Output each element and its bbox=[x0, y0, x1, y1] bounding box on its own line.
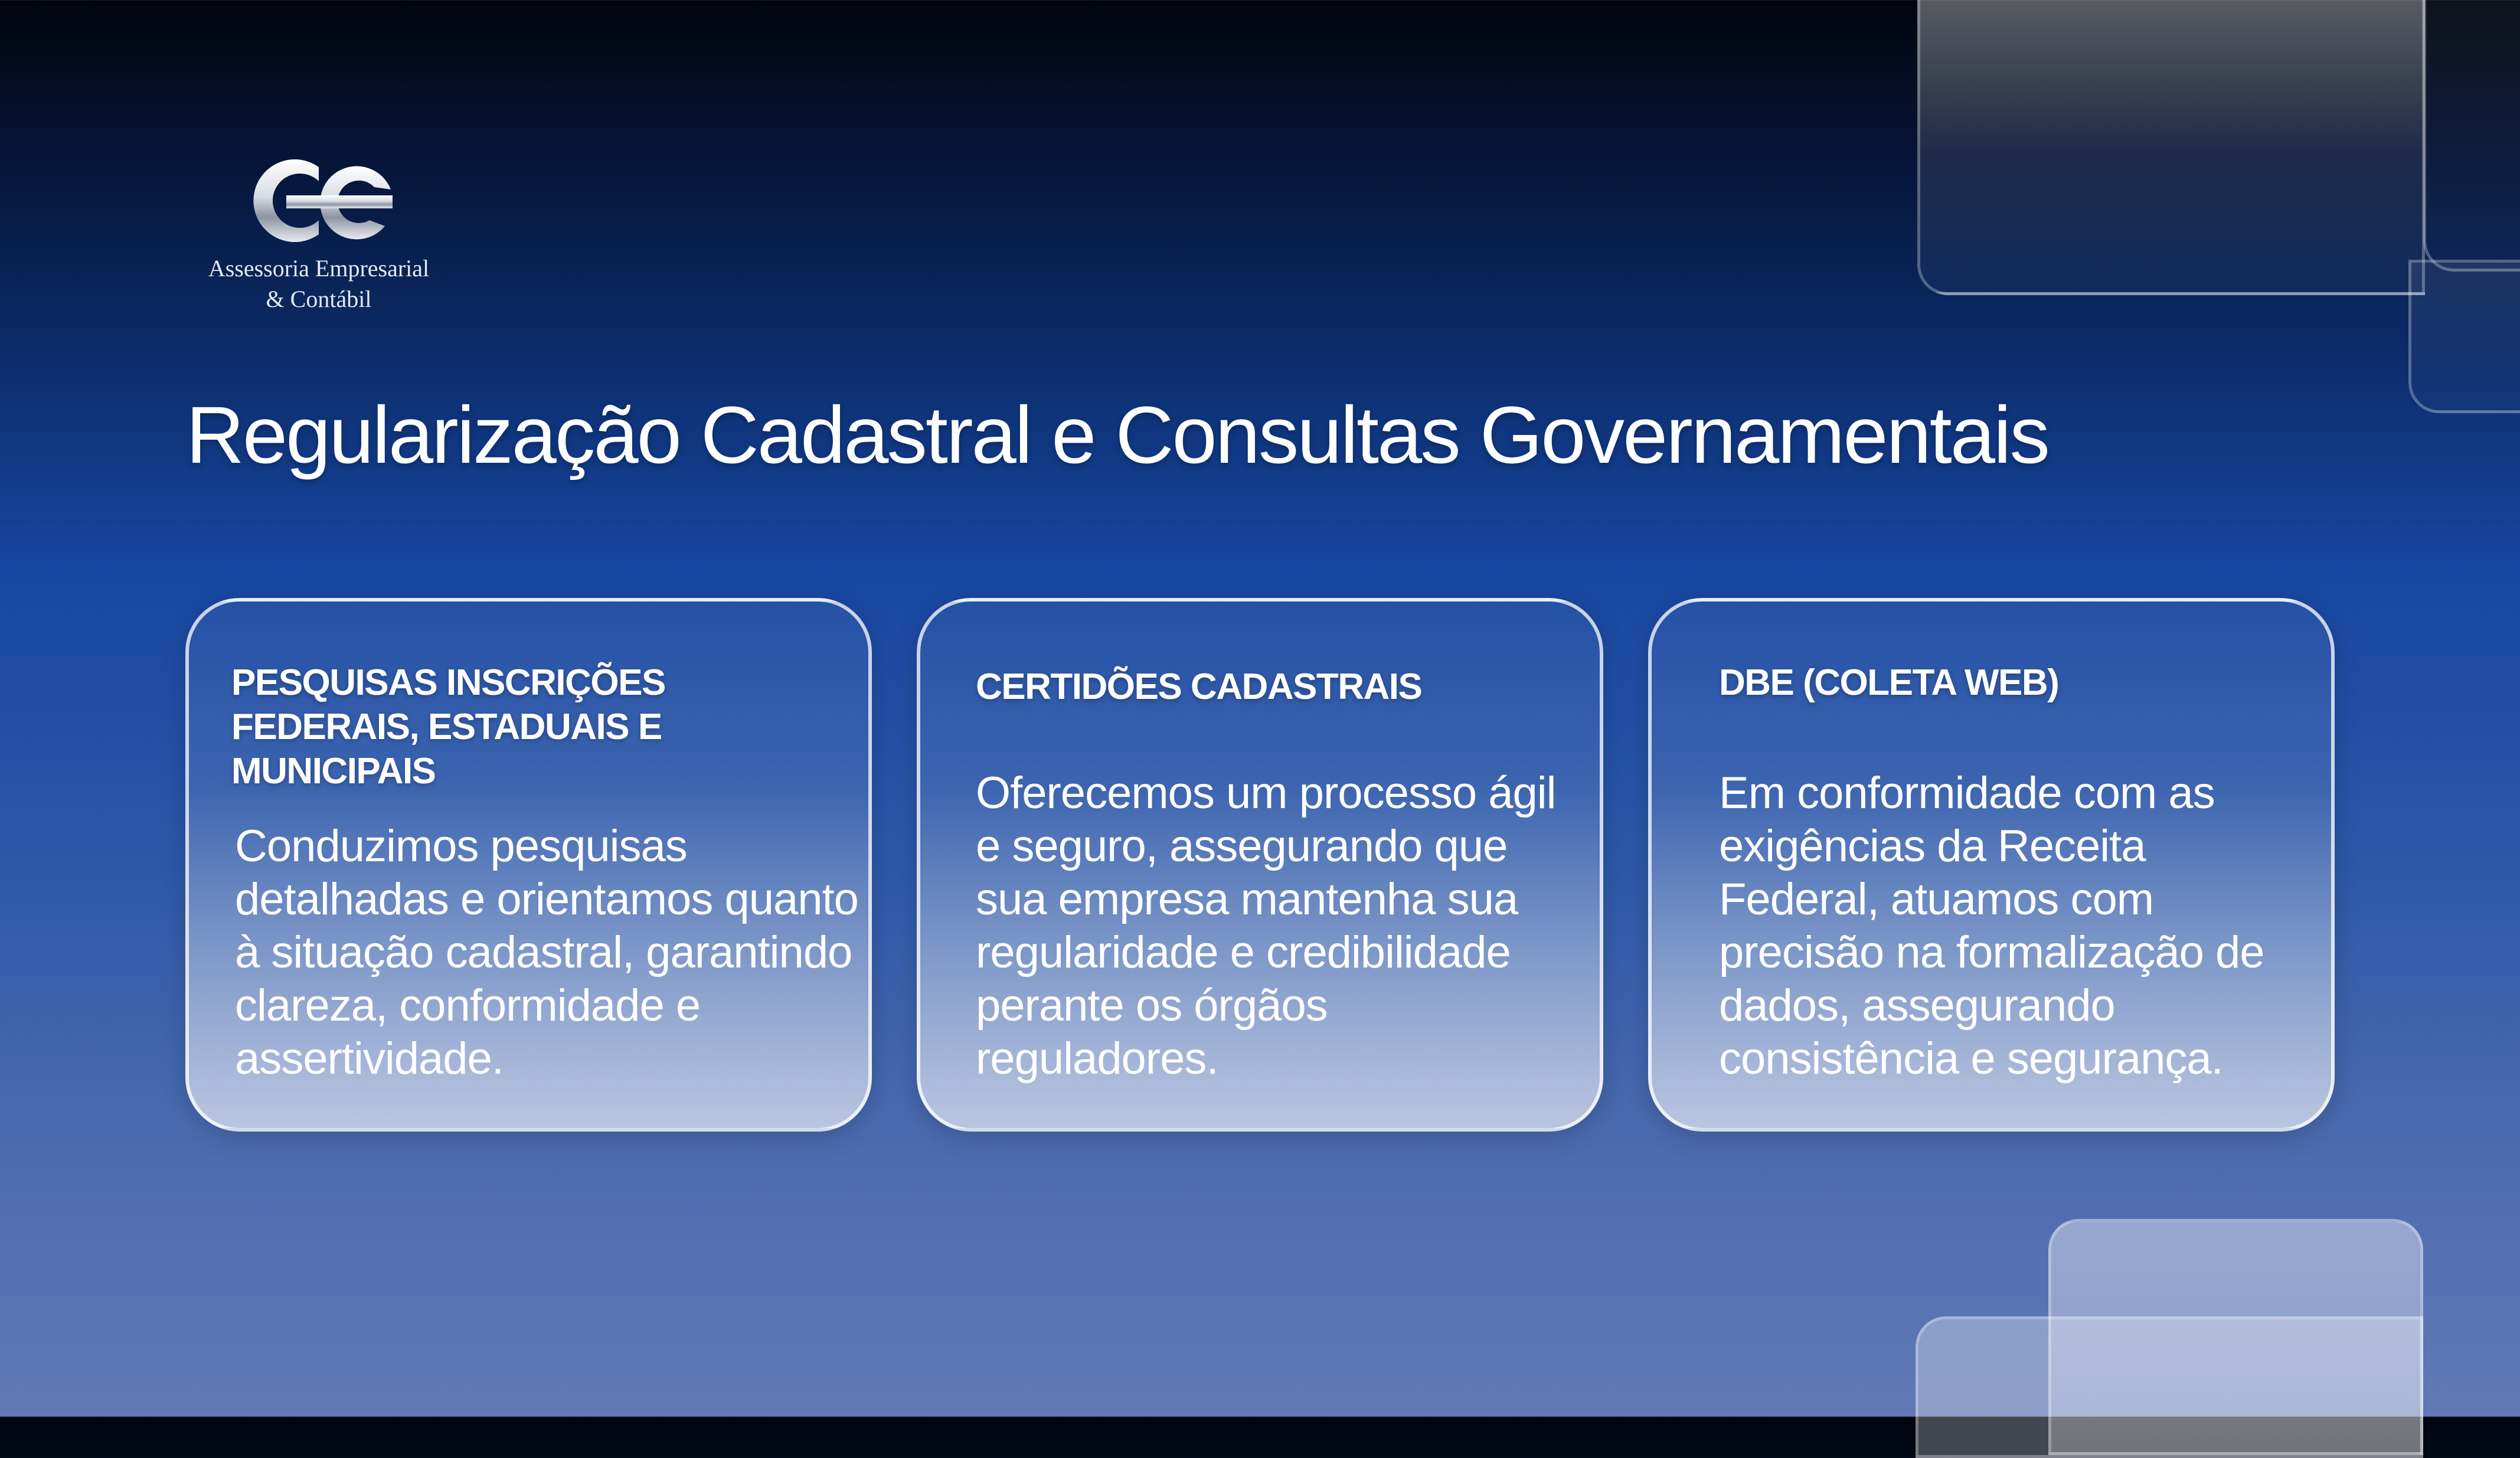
logo-subtitle-line1: Assessoria Empresarial bbox=[208, 255, 430, 282]
card-title: DBE (COLETA WEB) bbox=[1719, 662, 2059, 703]
service-card-certidoes bbox=[917, 598, 1603, 1132]
card-title: PESQUISAS INSCRIÇÕES FEDERAIS, ESTADUAIS E MUNICIPAIS bbox=[231, 662, 665, 792]
decorative-shape-top-right bbox=[1917, 0, 2425, 295]
decorative-shape-top-right-edge bbox=[2423, 0, 2520, 272]
card-description: Oferecemos um processo ágil e seguro, assegurando que sua empresa mantenha sua regularidade e credibilidade perante os órgãos reguladores. bbox=[976, 768, 1556, 1084]
decorative-shape-bottom-right-top bbox=[2048, 1219, 2423, 1455]
ge-logo-mark bbox=[230, 151, 407, 251]
page-title: Regularização Cadastral e Consultas Governamentais bbox=[186, 390, 2048, 480]
card-title: CERTIDÕES CADASTRAIS bbox=[976, 666, 1422, 707]
logo-subtitle-line2: & Contábil bbox=[266, 286, 372, 312]
company-logo bbox=[201, 151, 437, 312]
service-card-dbe bbox=[1648, 598, 2335, 1132]
service-card-inscricoes bbox=[185, 598, 872, 1132]
decorative-shape-top-right-lower bbox=[2408, 260, 2520, 413]
card-description: Conduzimos pesquisas detalhadas e orientamos quanto à situação cadastral, garantindo clareza, conformidade e assertividade. bbox=[235, 821, 858, 1084]
card-description: Em conformidade com as exigências da Receita Federal, atuamos com precisão na formalização de dados, assegurando consistência e segurança. bbox=[1719, 768, 2264, 1084]
